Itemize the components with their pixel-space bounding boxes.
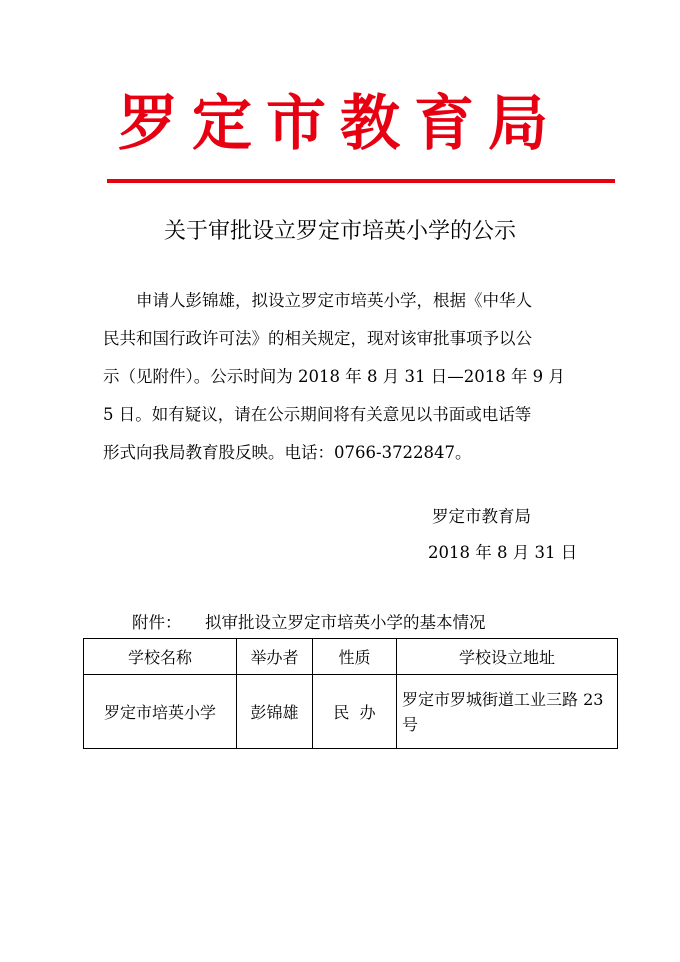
signature-org: 罗定市教育局 (432, 507, 531, 526)
body-line: 申请人彭锦雄，拟设立罗定市培英小学，根据《中华人 (136, 291, 532, 310)
attachment-label: 附件： (132, 613, 182, 632)
address-line-2: 号 (402, 714, 419, 734)
cell-address (397, 675, 618, 749)
body-line: 民共和国行政许可法》的相关规定，现对该审批事项予以公 (103, 329, 532, 348)
header-address: 学校设立地址 (397, 639, 618, 675)
body-line: 示（见附件）。公示时间为 2018 年 8 月 31 日—2018 年 9 月 (103, 367, 565, 386)
header-founder: 举办者 (237, 639, 313, 675)
cell-nature: 民 办 (313, 675, 397, 749)
issuing-authority-header: 罗定市教育局 (118, 89, 562, 159)
header-nature: 性质 (313, 639, 397, 675)
table-row (84, 675, 618, 749)
signature-date: 2018 年 8 月 31 日 (428, 543, 578, 562)
body-line: 形式向我局教育股反映。电话：0766-3722847。 (103, 443, 472, 462)
red-divider-line (107, 179, 615, 183)
table-header-row (84, 639, 618, 675)
document-title: 关于审批设立罗定市培英小学的公示 (163, 219, 516, 244)
attachment-title: 拟审批设立罗定市培英小学的基本情况 (205, 613, 486, 632)
cell-school-name: 罗定市培英小学 (84, 675, 237, 749)
school-info-table (83, 638, 618, 749)
cell-founder: 彭锦雄 (237, 675, 313, 749)
header-school-name: 学校名称 (84, 639, 237, 675)
address-line-1: 罗定市罗城街道工业三路 23 (402, 689, 604, 709)
body-line: 5 日。如有疑议，请在公示期间将有关意见以书面或电话等 (103, 405, 532, 424)
notice-body (103, 288, 623, 478)
